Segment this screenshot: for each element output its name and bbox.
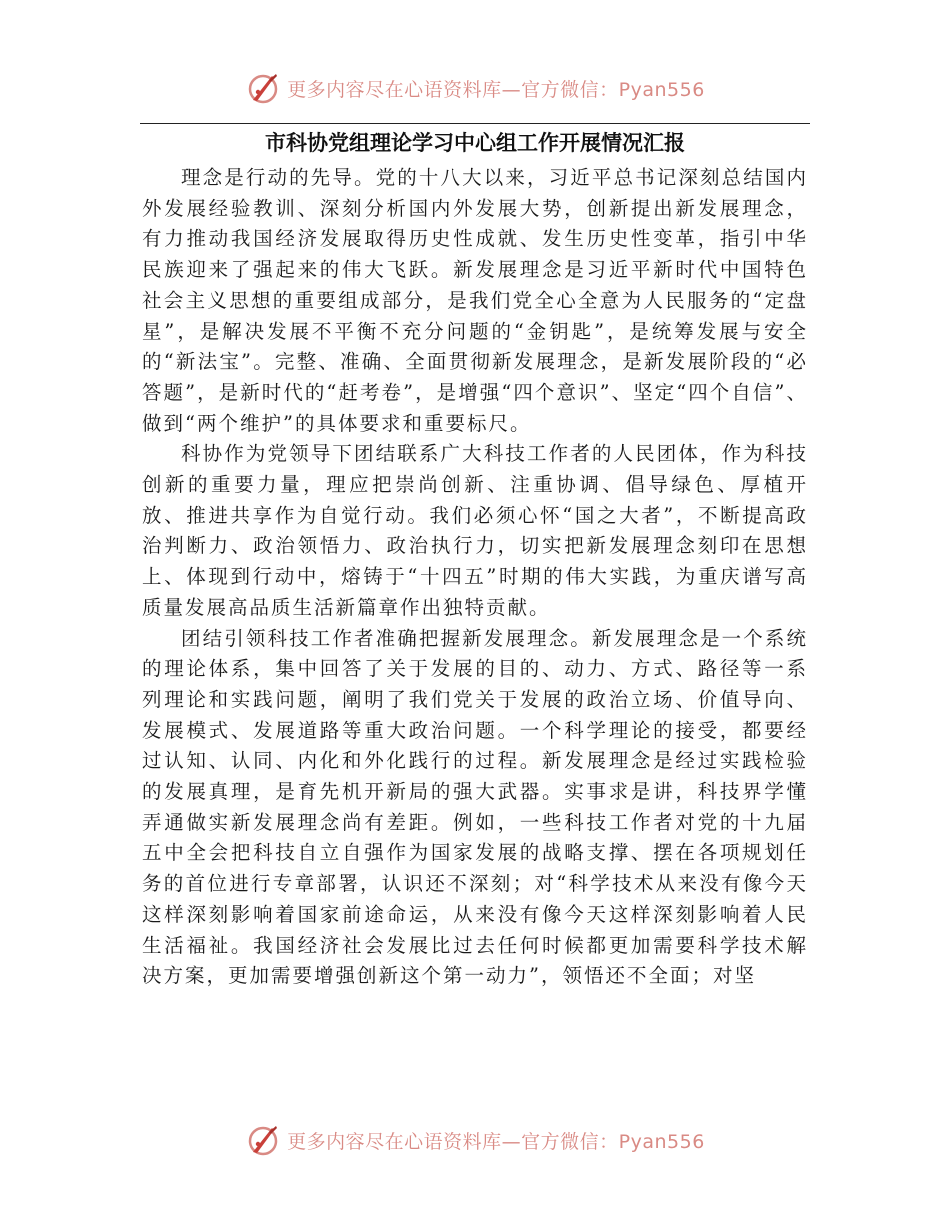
banner-text: 更多内容尽在心语资料库—官方微信：Pyan556: [287, 78, 705, 101]
banner-text: 更多内容尽在心语资料库—官方微信：Pyan556: [287, 1130, 705, 1153]
document-body: [142, 163, 808, 992]
document-title: 市科协党组理论学习中心组工作开展情况汇报: [265, 131, 685, 155]
footer-banner: [0, 1122, 950, 1158]
header-banner: [0, 70, 950, 106]
paragraph: 科协作为党领导下团结联系广大科技工作者的人民团体，作为科技创新的重要力量，理应把崇尚创新、注重协调、倡导绿色、厚植开放、推进共享作为自觉行动。我们必须心怀“国之大者”，不断提高政治判断力、政治领悟力、政治执行力，切实把新发展理念刻印在思想上、体现到行动中，熔铸于“十四五”时期的伟大实践，为重庆谱写高质量发展高品质生活新篇章作出独特贡献。: [142, 442, 808, 619]
quill-logo-icon: [245, 70, 281, 106]
header-rule: [140, 123, 810, 124]
paragraph: 理念是行动的先导。党的十八大以来，习近平总书记深刻总结国内外发展经验教训、深刻分析国内外发展大势，创新提出新发展理念，有力推动我国经济发展取得历史性成就、发生历史性变革，指引中华民族迎来了强起来的伟大飞跃。新发展理念是习近平新时代中国特色社会主义思想的重要组成部分，是我们党全心全意为人民服务的“定盘星”，是解决发展不平衡不充分问题的“金钥匙”，是统筹发展与安全的“新法宝”。完整、准确、全面贯彻新发展理念，是新发展阶段的“必答题”，是新时代的“赶考卷”，是增强“四个意识”、坚定“四个自信”、做到“两个维护”的具体要求和重要标尺。: [142, 166, 808, 435]
paragraph: 团结引领科技工作者准确把握新发展理念。新发展理念是一个系统的理论体系，集中回答了关于发展的目的、动力、方式、路径等一系列理论和实践问题，阐明了我们党关于发展的政治立场、价值导向、发展模式、发展道路等重大政治问题。一个科学理论的接受，都要经过认知、认同、内化和外化践行的过程。新发展理念是经过实践检验的发展真理，是育先机开新局的强大武器。实事求是讲，科技界学懂弄通做实新发展理念尚有差距。例如，一些科技工作者对党的十九届五中全会把科技自立自强作为国家发展的战略支撑、摆在各项规划任务的首位进行专章部署，认识还不深刻；对“科学技术从来没有像今天这样深刻影响着国家前途命运，从来没有像今天这样深刻影响着人民生活福祉。我国经济社会发展比过去任何时候都更加需要科学技术解决方案，更加需要增强创新这个第一动力”，领悟还不全面；对坚: [142, 626, 808, 988]
quill-logo-icon: [245, 1122, 281, 1158]
